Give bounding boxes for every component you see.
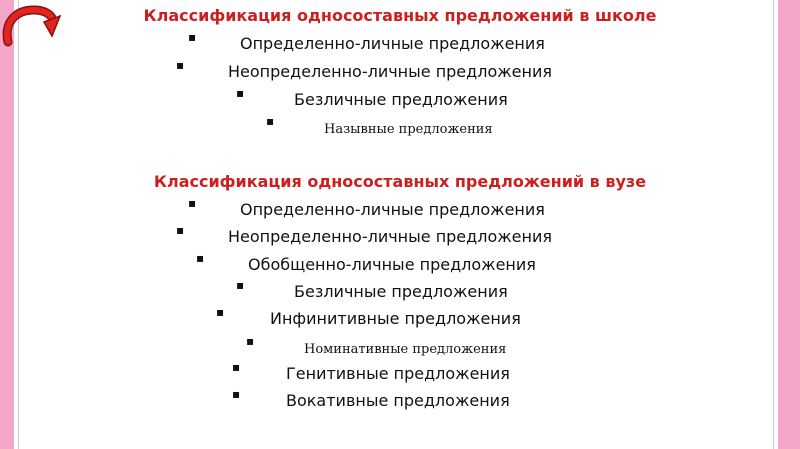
list-item — [216, 305, 521, 328]
bullet-icon: ▪ — [176, 223, 185, 237]
school-classification-heading — [0, 6, 800, 25]
list-item — [176, 223, 552, 246]
bullet-icon: ▪ — [232, 360, 241, 374]
list-item — [232, 360, 510, 383]
list-item — [176, 58, 552, 81]
list-item-text: Назывные предложения — [324, 122, 493, 137]
bullet-icon: ▪ — [188, 196, 197, 210]
bullet-icon: ▪ — [188, 30, 197, 44]
bullet-icon: ▪ — [236, 278, 245, 292]
list-item-text: Определенно-личные предложения — [240, 34, 545, 53]
school-heading-text: Классификация односоставных предложений в школе — [143, 6, 657, 25]
list-item — [196, 251, 536, 274]
bullet-icon: ▪ — [176, 58, 185, 72]
list-item-text: Определенно-личные предложения — [240, 200, 545, 219]
list-item — [232, 387, 510, 410]
university-heading-text: Классификация односоставных предложений в вузе — [153, 172, 647, 191]
list-item-text: Номинативные предложения — [304, 342, 507, 357]
list-item-text: Неопределенно-личные предложения — [228, 227, 552, 246]
bullet-icon: ▪ — [266, 114, 275, 128]
list-item — [188, 196, 545, 219]
list-item — [236, 278, 508, 301]
list-item-text: Неопределенно-личные предложения — [228, 62, 552, 81]
list-item — [236, 86, 508, 109]
list-item — [246, 334, 507, 357]
list-item-text: Безличные предложения — [294, 90, 508, 109]
bullet-icon: ▪ — [236, 86, 245, 100]
bullet-icon: ▪ — [232, 387, 241, 401]
list-item-text: Вокативные предложения — [286, 391, 510, 410]
right-divider-line — [773, 0, 774, 449]
bullet-icon: ▪ — [246, 334, 255, 348]
list-item-text: Обобщенно-личные предложения — [248, 255, 536, 274]
list-item-text: Генитивные предложения — [286, 364, 510, 383]
left-pink-bar — [0, 0, 14, 449]
bullet-icon: ▪ — [196, 251, 205, 265]
list-item-text: Инфинитивные предложения — [270, 309, 521, 328]
list-item — [266, 114, 493, 137]
university-classification-heading — [0, 172, 800, 191]
list-item — [188, 30, 545, 53]
list-item-text: Безличные предложения — [294, 282, 508, 301]
right-pink-bar — [778, 0, 800, 449]
bullet-icon: ▪ — [216, 305, 225, 319]
left-divider-line — [18, 0, 19, 449]
